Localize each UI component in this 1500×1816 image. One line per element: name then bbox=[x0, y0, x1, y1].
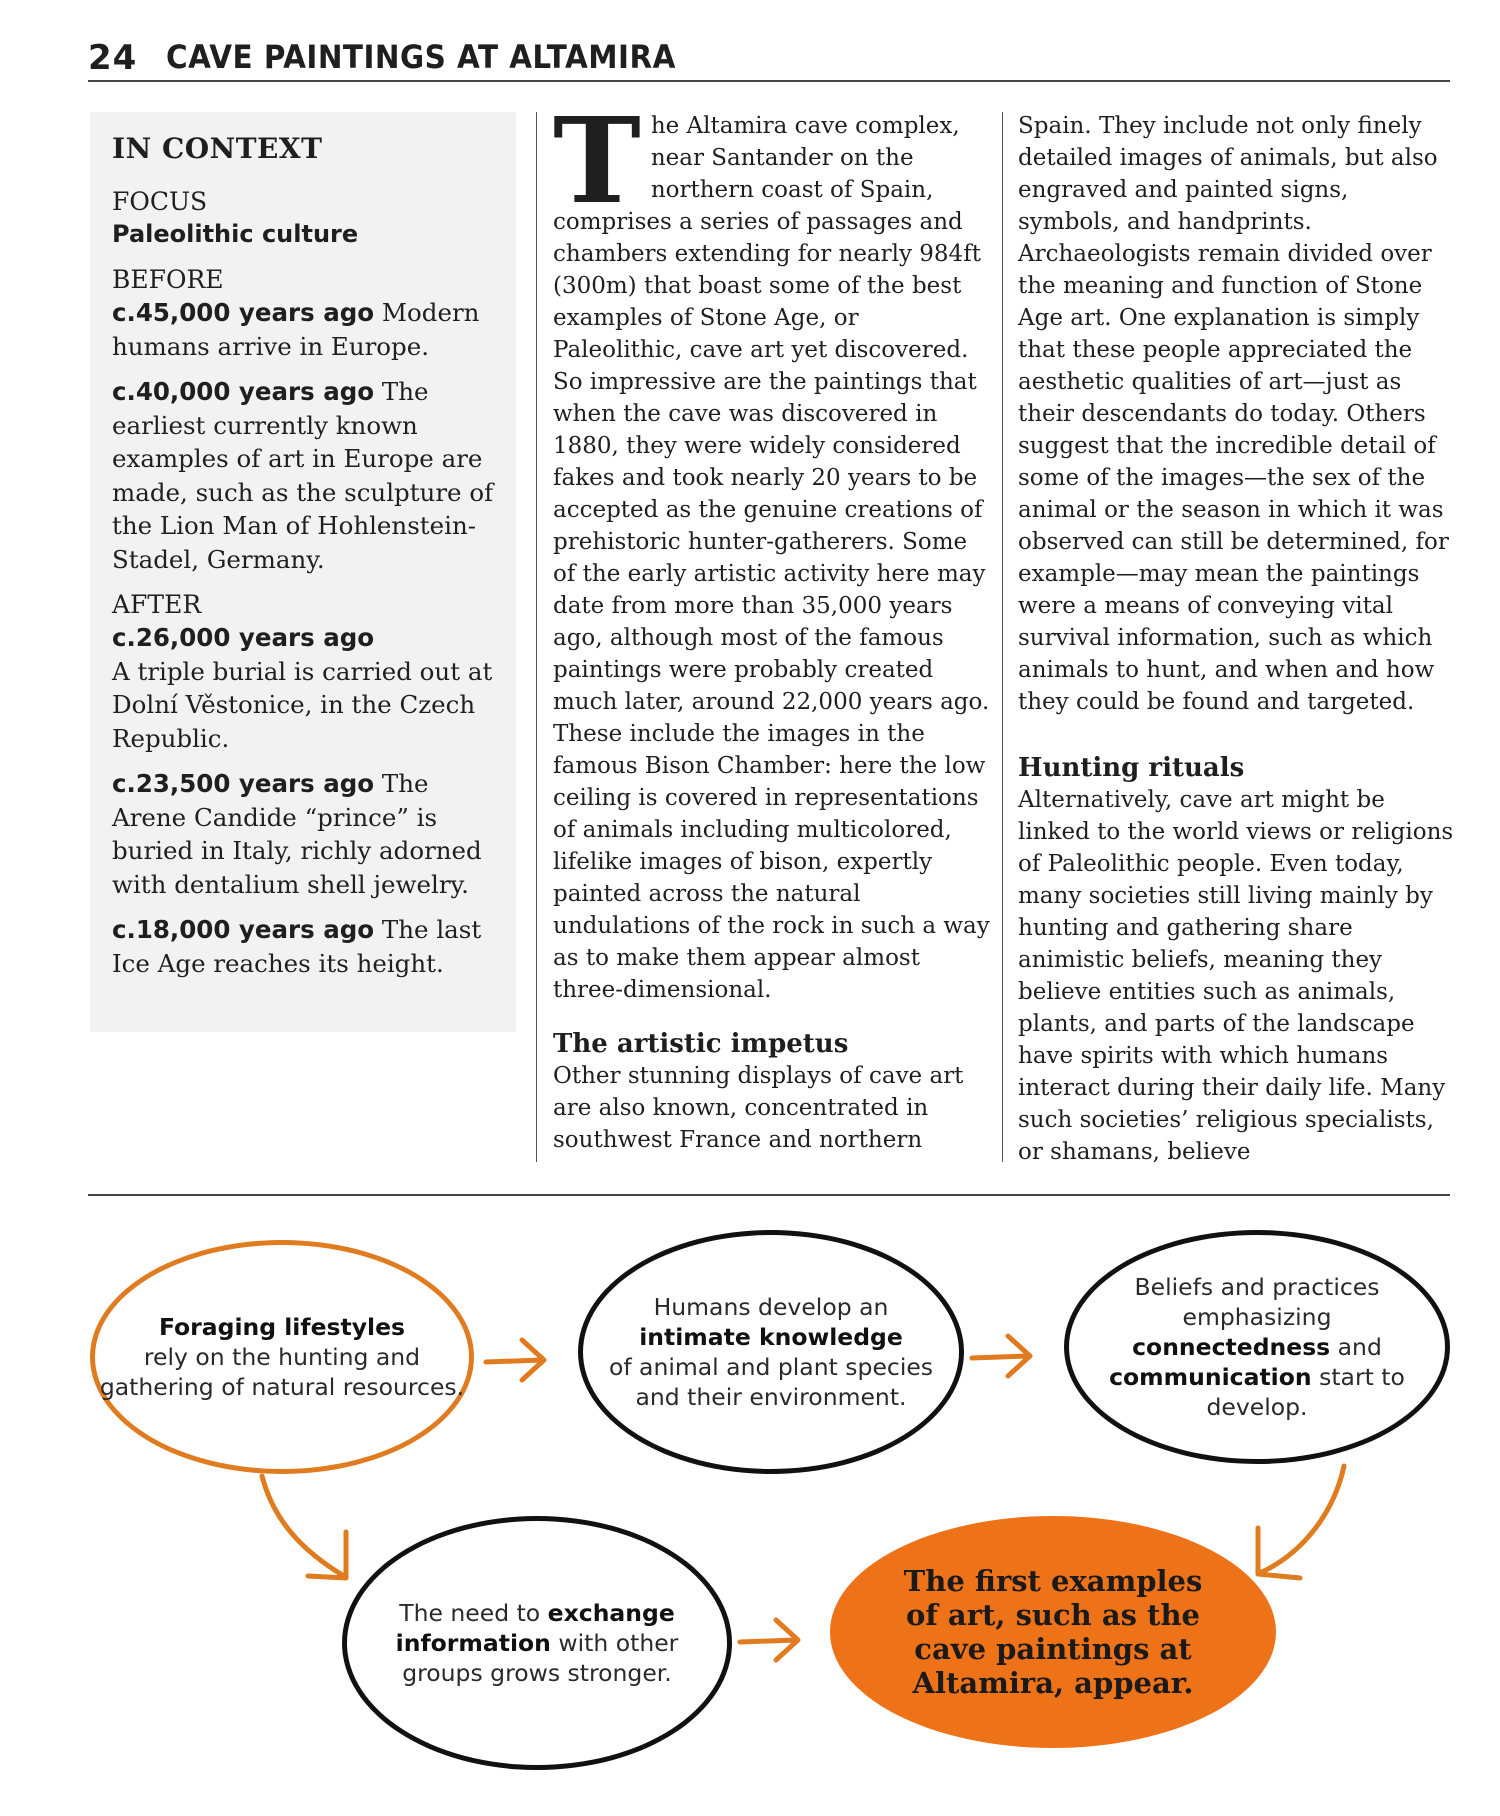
timeline-entry bbox=[112, 621, 494, 755]
node-text: rely on the hunting and gathering of natural resources. bbox=[99, 1343, 465, 1401]
in-context-sidebar bbox=[90, 112, 516, 1032]
node-text: Humans develop an bbox=[653, 1293, 889, 1321]
node-text: with other groups grows stronger. bbox=[402, 1629, 679, 1687]
flow-diagram bbox=[0, 1190, 1500, 1816]
node-text: The first examples of art, such as the cave paintings at Altamira, appear. bbox=[903, 1564, 1203, 1700]
page-number: 24 bbox=[88, 38, 138, 78]
timeline-text: The earliest currently known examples of art in Europe are made, such as the sculpture of the Lion Man of Hohlenstein-Stadel, Germany. bbox=[112, 377, 494, 574]
node-bold: connectedness bbox=[1132, 1333, 1331, 1361]
body-column-1 bbox=[553, 91, 993, 1156]
timeline-date: c.40,000 years ago bbox=[112, 377, 375, 406]
node-bold: Foraging lifestyles bbox=[158, 1313, 406, 1341]
timeline-date: c.45,000 years ago bbox=[112, 298, 375, 327]
focus-value: Paleolithic culture bbox=[112, 220, 359, 248]
node-beliefs bbox=[1064, 1230, 1450, 1464]
node-text: and bbox=[1337, 1333, 1382, 1361]
paragraph: Other stunning displays of cave art are also known, concentrated in southwest France and northern bbox=[553, 1063, 964, 1153]
node-first-art bbox=[830, 1516, 1276, 1748]
node-bold: intimate knowledge bbox=[639, 1323, 903, 1351]
timeline-date: c.23,500 years ago bbox=[112, 769, 375, 798]
timeline-text: Modern humans arrive in Europe. bbox=[112, 298, 480, 361]
column-divider bbox=[536, 112, 537, 1162]
node-bold: exchange information bbox=[395, 1599, 675, 1657]
timeline-text: A triple burial is carried out at Dolní Věstonice, in the Czech Republic. bbox=[112, 656, 493, 753]
arrow-down-right-icon bbox=[254, 1472, 364, 1592]
focus-label: FOCUS bbox=[112, 187, 208, 216]
running-title: CAVE PAINTINGS AT ALTAMIRA bbox=[166, 38, 676, 76]
timeline-entry bbox=[112, 296, 494, 363]
node-text: of animal and plant species and their environment. bbox=[608, 1353, 934, 1411]
node-text: Beliefs and practices emphasizing bbox=[1134, 1273, 1380, 1331]
node-foraging bbox=[90, 1240, 474, 1474]
node-knowledge bbox=[578, 1230, 964, 1474]
arrow-down-left-icon bbox=[1244, 1462, 1354, 1592]
arrow-right-icon bbox=[968, 1326, 1048, 1386]
drop-cap: T bbox=[553, 91, 641, 230]
timeline-text: The Arene Candide “prince” is buried in Italy, richly adorned with dentalium shell jewelry. bbox=[112, 769, 482, 899]
subhead-hunting-rituals: Hunting rituals bbox=[1018, 753, 1245, 783]
arrow-right-icon bbox=[482, 1330, 562, 1390]
sidebar-title: IN CONTEXT bbox=[112, 132, 323, 165]
subhead-artistic-impetus: The artistic impetus bbox=[553, 1029, 849, 1059]
node-exchange bbox=[342, 1516, 732, 1770]
page-header bbox=[88, 32, 1450, 82]
column-divider bbox=[1002, 112, 1003, 1162]
node-text: The need to bbox=[399, 1599, 541, 1627]
header-rule bbox=[88, 80, 1450, 82]
after-label: AFTER bbox=[112, 590, 202, 619]
node-bold: communication bbox=[1109, 1363, 1312, 1391]
paragraph: Alternatively, cave art might be linked to the world views or religions of Paleolithic people. Even today, many societies still living mainly by hunting and gathering share animistic beliefs, meaning they believe entities such as animals, plants, and parts of the landscape have spirits with which humans interact during their daily life. Many such societies’ religious specialists, or shamans, believe bbox=[1018, 787, 1454, 1165]
before-label: BEFORE bbox=[112, 265, 224, 294]
arrow-right-icon bbox=[736, 1610, 816, 1670]
timeline-text: The last Ice Age reaches its height. bbox=[112, 915, 482, 978]
timeline-date: c.26,000 years ago bbox=[112, 623, 375, 652]
timeline-entry bbox=[112, 767, 494, 901]
intro-paragraph: he Altamira cave complex, near Santander on the northern coast of Spain, comprises a series of passages and chambers extending for nearly 984ft (300m) that boast some of the best examples of Stone Age, or Paleolithic, cave art yet discovered. So impressive are the paintings that when the cave was discovered in 1880, they were widely considered fakes and took nearly 20 years to be accepted as the genuine creations of prehistoric hunter-gatherers. Some of the early artistic activity here may date from more than 35,000 years ago, although most of the famous paintings were probably created much later, around 22,000 years ago. These include the images in the famous Bison Chamber: here the low ceiling is covered in representations of animals including multicolored, lifelike images of bison, expertly painted across the natural undulations of the rock in such a way as to make them appear almost three-dimensional. bbox=[553, 113, 990, 1003]
body-column-2 bbox=[1018, 110, 1455, 1168]
timeline-entry bbox=[112, 375, 494, 576]
node-text: start to develop. bbox=[1206, 1363, 1405, 1421]
paragraph: Spain. They include not only finely detailed images of animals, but also engraved and painted signs, symbols, and handprints. Archaeologists remain divided over the meaning and function of Stone Age art. One explanation is simply that these people appreciated the aesthetic qualities of art—just as their descendants do today. Others suggest that the incredible detail of some of the images—the sex of the animal or the season in which it was observed can still be determined, for example—may mean the paintings were a means of conveying vital survival information, such as which animals to hunt, and when and how they could be found and targeted. bbox=[1018, 113, 1449, 715]
timeline-entry bbox=[112, 913, 494, 980]
timeline-date: c.18,000 years ago bbox=[112, 915, 375, 944]
